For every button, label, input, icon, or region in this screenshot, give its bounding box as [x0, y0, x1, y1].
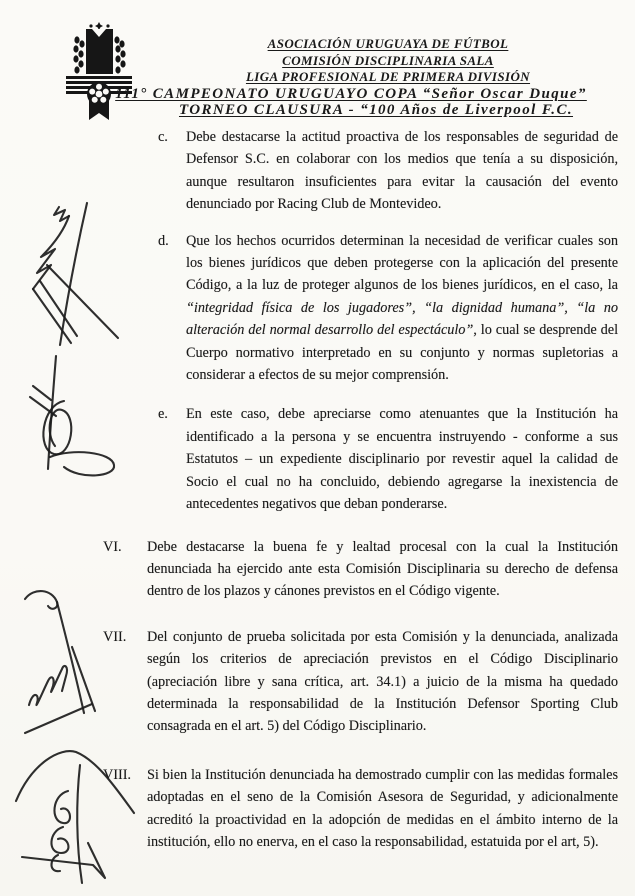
- paragraph-d-label: d.: [158, 232, 169, 249]
- paragraph-e-label: e.: [158, 406, 168, 423]
- document-body: [0, 126, 635, 853]
- paragraph-vii-text: Del conjunto de prueba solicitada por esta Comisión y la denunciada, analizada según los criterios de apreciación previstos en el Código Disciplinario (apreciación libre y sana crítica, art. 34.1) a juicio de la misma ha quedado determinada la responsabilidad de la Institución Defensor Sporting Club consagrada en el art. 5) del Código Disciplinario.: [147, 628, 618, 735]
- paragraph-viii-label: VIII.: [103, 766, 131, 783]
- paragraph-vi-label: VI.: [103, 538, 122, 555]
- header-sala: COMISIÓN DISCIPLINARIA SALA: [282, 52, 494, 68]
- paragraph-viii-text: Si bien la Institución denunciada ha demostrado cumplir con las medidas formales adoptadas en el seno de la Comisión Asesora de Seguridad, y adicionalmente acreditó la proactividad en la adopción de medidas en el ámbito interno de la institución, ello no enerva, en el caso la responsabilidad, estatuida por el art, 5).: [147, 766, 618, 850]
- paragraph-c-text: Debe destacarse la actitud proactiva de los responsables de seguridad de Defensor S.C. en colaborar con los medios que tenía a su disposición, aunque resultaron insuficientes para evitar la causación del evento denunciado por Racing Club de Montevideo.: [186, 129, 618, 213]
- paragraph-c: [158, 126, 618, 216]
- paragraph-viii: [103, 764, 618, 854]
- paragraph-d: [158, 230, 618, 387]
- document-header: [115, 36, 635, 119]
- header-association: ASOCIACIÓN URUGUAYA DE FÚTBOL: [267, 36, 509, 51]
- header-campeonato: 111° CAMPEONATO URUGUAYO COPA “Señor Oscar Duque”: [115, 85, 587, 102]
- paragraph-vi-text: Debe destacarse la buena fe y lealtad procesal con la cual la Institución denunciada ha ejercido ante esta Comisión Disciplinaria su derecho de defensa dentro de los plazos y cánones previstos en el Código vigente.: [147, 538, 618, 600]
- header-liga: LIGA PROFESIONAL DE PRIMERA DIVISIÓN: [245, 69, 531, 84]
- paragraph-d-text: Que los hechos ocurridos determinan la necesidad de verificar cuales son los bienes jurídicos que deben protegerse con la aplicación del presente Código, a la luz de proteger algunos de los bienes jurídicos, en el caso, la “integridad física de los jugadores”, “la dignidad humana”, “la no alteración del normal desarrollo del espectáculo”, lo cual se desprende del Cuerpo normativo interpretado en su conjunto y normas supletorias a considerar a efectos de su mejor comprensión.: [186, 232, 619, 384]
- paragraph-vii-label: VII.: [103, 628, 127, 645]
- header-torneo: TORNEO CLAUSURA - “100 Años de Liverpool F.C.: [178, 102, 574, 118]
- paragraph-vi: [103, 536, 618, 603]
- paragraph-e: [158, 403, 618, 515]
- paragraph-e-text: En este caso, debe apreciarse como atenuantes que la Institución ha identificado a la persona y se encuentra instruyendo - conforme a sus Estatutos – un expediente disciplinario por revestir aquel la calidad de Socio el cual no ha concluido, debiendo agregarse la inexistencia de antecedentes negativos que deban ponderarse.: [186, 406, 618, 513]
- paragraph-c-label: c.: [158, 129, 168, 145]
- paragraph-vii: [103, 626, 618, 738]
